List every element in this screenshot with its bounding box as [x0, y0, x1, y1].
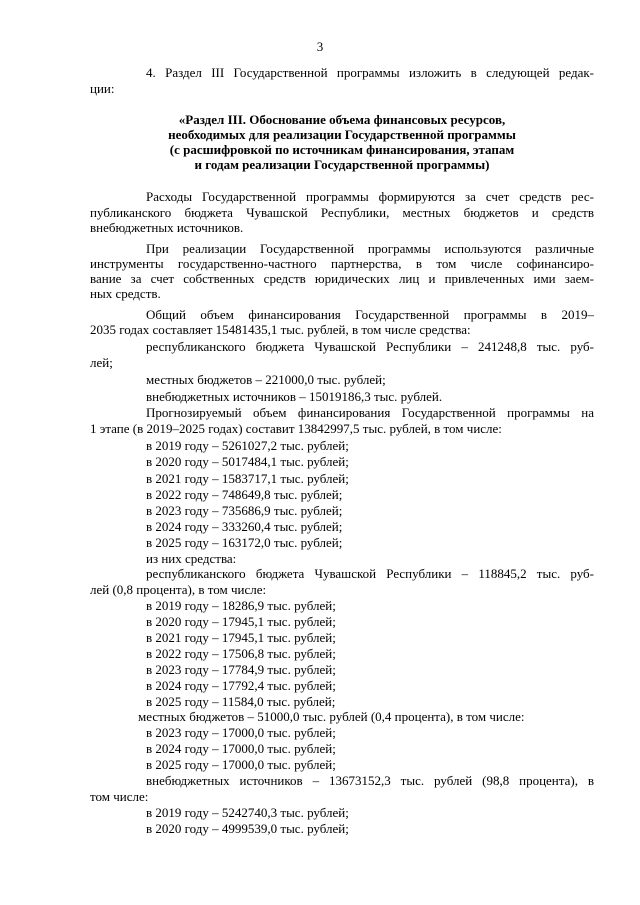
year-amount-line: в 2023 году – 735686,9 тыс. рублей;	[146, 503, 343, 518]
page-number: 3	[316, 39, 324, 54]
body-line: инструменты государственно-частного партнерства, в том числе софинансиро-	[90, 256, 594, 271]
year-amount-line: в 2022 году – 17506,8 тыс. рублей;	[146, 646, 336, 661]
body-line: При реализации Государственной программы используются различные	[146, 241, 594, 256]
year-amount-line: в 2019 году – 5261027,2 тыс. рублей;	[146, 438, 349, 453]
year-amount-line: в 2024 году – 17000,0 тыс. рублей;	[146, 741, 336, 756]
year-amount-line: в 2022 году – 748649,8 тыс. рублей;	[146, 487, 343, 502]
year-amount-line: в 2020 году – 4999539,0 тыс. рублей;	[146, 821, 349, 836]
section-heading-line: и годам реализации Государственной программы)	[194, 157, 490, 172]
body-line: Расходы Государственной программы формируются за счет средств рес-	[146, 189, 594, 204]
body-line: Прогнозируемый объем финансирования Государственной программы на	[146, 405, 594, 420]
year-amount-line: в 2025 году – 17000,0 тыс. рублей;	[146, 757, 336, 772]
section-heading-line: (с расшифровкой по источникам финансирования, этапам	[169, 142, 515, 157]
body-line: том числе:	[90, 789, 149, 804]
year-amount-line: в 2023 году – 17000,0 тыс. рублей;	[146, 725, 336, 740]
intro-line: 4. Раздел III Государственной программы изложить в следующей редак-	[146, 65, 594, 80]
body-line: лей (0,8 процента), в том числе:	[90, 582, 267, 597]
year-amount-line: в 2021 году – 1583717,1 тыс. рублей;	[146, 471, 349, 486]
body-line: 2035 годах составляет 15481435,1 тыс. рублей, в том числе средства:	[90, 322, 471, 337]
year-amount-line: в 2023 году – 17784,9 тыс. рублей;	[146, 662, 336, 677]
body-line: из них средства:	[146, 551, 237, 566]
year-amount-line: в 2019 году – 5242740,3 тыс. рублей;	[146, 805, 349, 820]
body-line: вание за счет собственных средств юридических лиц и привлеченных ими заем-	[90, 271, 594, 286]
year-amount-line: в 2025 году – 11584,0 тыс. рублей;	[146, 694, 336, 709]
body-line: местных бюджетов – 221000,0 тыс. рублей;	[146, 372, 386, 387]
body-line: 1 этапе (в 2019–2025 годах) составит 13842997,5 тыс. рублей, в том числе:	[90, 421, 502, 436]
body-line: местных бюджетов – 51000,0 тыс. рублей (0,4 процента), в том числе:	[138, 709, 525, 724]
year-amount-line: в 2024 году – 333260,4 тыс. рублей;	[146, 519, 343, 534]
body-line: республиканского бюджета Чувашской Республики – 241248,8 тыс. руб-	[146, 339, 594, 354]
year-amount-line: в 2021 году – 17945,1 тыс. рублей;	[146, 630, 336, 645]
section-heading-line: «Раздел III. Обоснование объема финансовых ресурсов,	[178, 112, 506, 127]
body-line: внебюджетных источников – 15019186,3 тыс. рублей.	[146, 389, 443, 404]
year-amount-line: в 2020 году – 5017484,1 тыс. рублей;	[146, 454, 349, 469]
year-amount-line: в 2020 году – 17945,1 тыс. рублей;	[146, 614, 336, 629]
year-amount-line: в 2025 году – 163172,0 тыс. рублей;	[146, 535, 343, 550]
year-amount-line: в 2019 году – 18286,9 тыс. рублей;	[146, 598, 336, 613]
body-line: ных средств.	[90, 286, 161, 301]
intro-line: ции:	[90, 81, 115, 96]
section-heading-line: необходимых для реализации Государственной программы	[168, 127, 516, 142]
body-line: республиканского бюджета Чувашской Республики – 118845,2 тыс. руб-	[146, 566, 594, 581]
body-line: публиканского бюджета Чувашской Республики, местных бюджетов и средств	[90, 205, 594, 220]
year-amount-line: в 2024 году – 17792,4 тыс. рублей;	[146, 678, 336, 693]
body-line: Общий объем финансирования Государственной программы в 2019–	[146, 307, 594, 322]
body-line: внебюджетных источников – 13673152,3 тыс. рублей (98,8 процента), в	[146, 773, 594, 788]
body-line: внебюджетных источников.	[90, 220, 244, 235]
body-line: лей;	[90, 355, 113, 370]
